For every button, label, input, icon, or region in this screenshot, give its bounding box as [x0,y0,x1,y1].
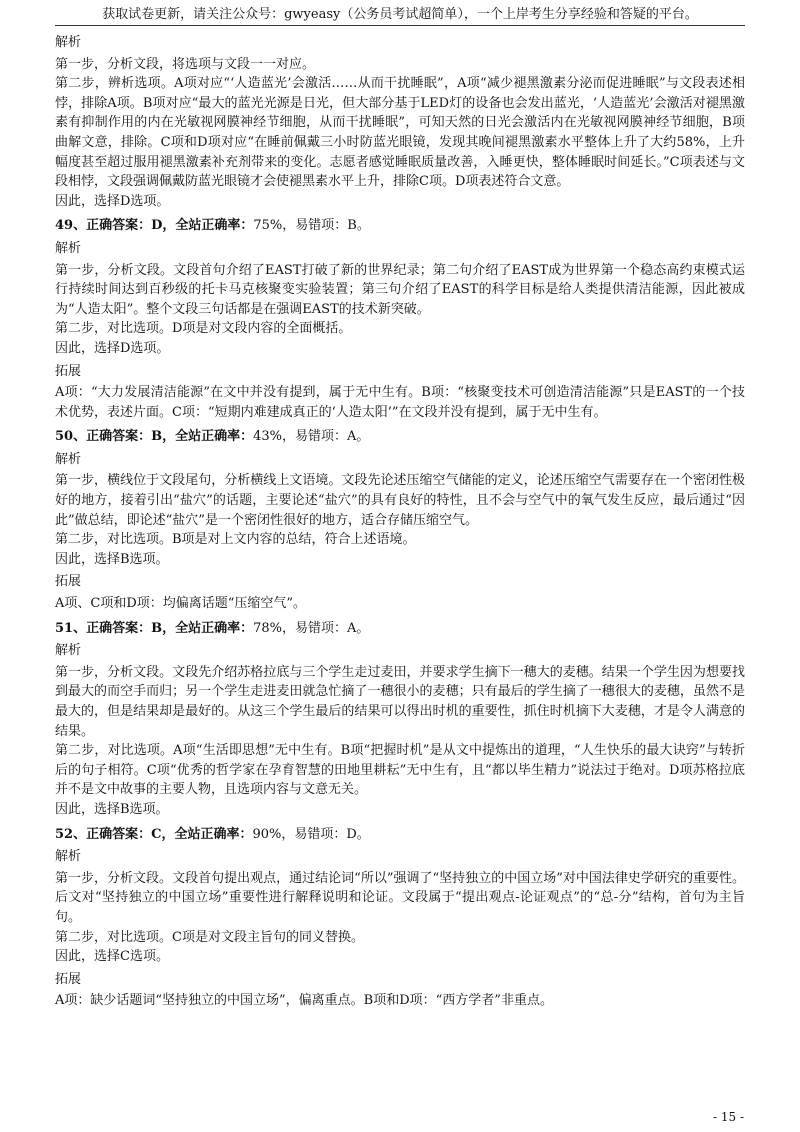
document-body [55,30,745,1011]
answer-stats: 75%，易错项：B。 [253,218,370,234]
page-header: 获取试卷更新，请关注公众号：gwyeasy（公务员考试超简单），一个上岸考生分享经验和答疑的平台。 [102,7,698,22]
answer-heading: 51、正确答案：B，全站正确率： [55,620,254,636]
explanation-label: 解析 [55,643,82,659]
explanation-paragraph: 第一步，分析文段。文段首句介绍了EAST打破了新的世界纪录；第二句介绍了EAST成为世界第一个稳态高约束模式运行持续时间达到百秒级的托卡马克核聚变实验装置；第三句介绍了EAST的科学目标是给人类提供清洁能源，因此被成为“人造太阳”。整个文段三句话都是在强调EAST的技术新突破。 [55,262,745,317]
explanation-paragraph: 第一步，分析文段。文段首句提出观点，通过结论词“所以”强调了“坚持独立的中国立场”对中国法律史学研究的重要性。后文对“坚持独立的中国立场”重要性进行解释说明和论证。文段属于“提出观点-论证观点”的“总-分”结构，首句为主旨句。 [55,870,745,925]
extension-label: 拓展 [55,363,82,379]
explanation-label: 解析 [55,240,82,256]
answer-line-50 [55,427,745,447]
extension-paragraph: A项：“大力发展清洁能源”在文中并没有提到，属于无中生有。B项：“核聚变技术可创造清洁能源”只是EAST的一个技术优势，表述片面。C项：“短期内难建成真正的‘人造太阳’”在文段并没有提到，属于无中生有。 [55,385,745,420]
answer-stats: 78%，易错项：A。 [253,620,370,636]
page-number: - 15 - [712,1110,744,1124]
extension-label: 拓展 [55,574,82,590]
explanation-paragraph: 第一步，横线位于文段尾句，分析横线上文语境。文段先论述压缩空气储能的定义，论述压缩空气需要存在一个密闭性极好的地方，接着引出“盐穴”的话题，主要论述“盐穴”的具有良好的特性，且不会与空气中的氧气发生反应，最后通过“因此”做总结，即论述“盐穴”是一个密闭性很好的地方，适合存储压缩空气。 [55,473,745,528]
explanation-paragraph: 第二步，辨析选项。A项对应“‘人造蓝光’会激活……从而干扰睡眠”，A项“减少褪黑激素分泌而促进睡眠”与文段表述相悖，排除A项。B项对应“最大的蓝光光源是日光，但大部分基于LED灯的设备也会发出蓝光，‘人造蓝光’会激活对褪黑激素有抑制作用的内在光敏视网膜神经节细胞，从而干扰睡眠”，可知天然的日光会激活内在光敏视网膜神经节细胞，B项曲解文意，排除。C项和D项对应“在睡前佩戴三小时防蓝光眼镜，发现其晚间褪黑激素水平整体上升了大约58%，上升幅度甚至超过服用褪黑激素补充剂带来的变化。志愿者感觉睡眠质量改善，入睡更快，整体睡眠时间延长。”C项表述与文段相悖，文段强调佩戴防蓝光眼镜才会使褪黑素水平上升，排除C项。D项表述符合文意。 [55,76,745,190]
explanation-paragraph: 因此，选择D选项。 [55,340,170,356]
answer-stats: 90%，易错项：D。 [252,826,370,842]
explanation-label: 解析 [55,35,82,50]
explanation-paragraph: 第二步，对比选项。B项是对上文内容的总结，符合上述语境。 [55,532,416,548]
explanation-paragraph: 因此，选择B选项。 [55,551,169,567]
explanation-paragraph: 第二步，对比选项。A项“生活即思想”无中生有。B项“把握时机”是从文中提炼出的道理，“人生快乐的最大诀窍”与转折后的句子相符。C项“优秀的哲学家在孕育智慧的田地里耕耘”无中生有，且“都以毕生精力”说法过于绝对。D项苏格拉底并不是文中故事的主要人物，且选项内容与文意无关。 [55,743,745,798]
explanation-label: 解析 [55,451,82,467]
explanation-paragraph: 因此，选择D选项。 [55,193,170,209]
explanation-label: 解析 [55,849,82,865]
explanation-paragraph: 第二步，对比选项。C项是对文段主旨句的同义替换。 [55,929,364,945]
explanation-paragraph: 第一步，分析文段，将选项与文段一一对应。 [55,56,316,72]
answer-line-52 [55,825,745,845]
answer-heading: 52、正确答案：C，全站正确率： [55,826,253,842]
extension-paragraph: A项：缺少话题词“坚持独立的中国立场”，偏离重点。B项和D项：“西方学者”非重点。 [55,993,553,1009]
explanation-paragraph: 因此，选择C选项。 [55,949,169,965]
answer-line-49 [55,216,745,236]
explanation-paragraph: 第一步，分析文段。文段先介绍苏格拉底与三个学生走过麦田，并要求学生摘下一穗大的麦穗。结果一个学生因为想要找到最大的而空手而归；另一个学生走进麦田就急忙摘了一穗很小的麦穗；只有最后的学生摘了一穗很大的麦穗，虽然不是最大的，但是结果却是最好的。从这三个学生最后的结果可以得出时机的重要性，抓住时机摘下大麦穗，才是令人满意的结果。 [55,664,745,739]
answer-line-51 [55,619,745,639]
header-divider [55,25,745,26]
answer-stats: 43%，易错项：A。 [253,429,370,445]
answer-heading: 50、正确答案：B，全站正确率： [55,429,254,445]
explanation-paragraph: 第二步，对比选项。D项是对文段内容的全面概括。 [55,321,352,337]
answer-heading: 49、正确答案：D，全站正确率： [55,218,254,234]
extension-label: 拓展 [55,971,82,987]
extension-paragraph: A项、C项和D项：均偏离话题“压缩空气”。 [55,596,307,612]
explanation-paragraph: 因此，选择B选项。 [55,801,169,817]
